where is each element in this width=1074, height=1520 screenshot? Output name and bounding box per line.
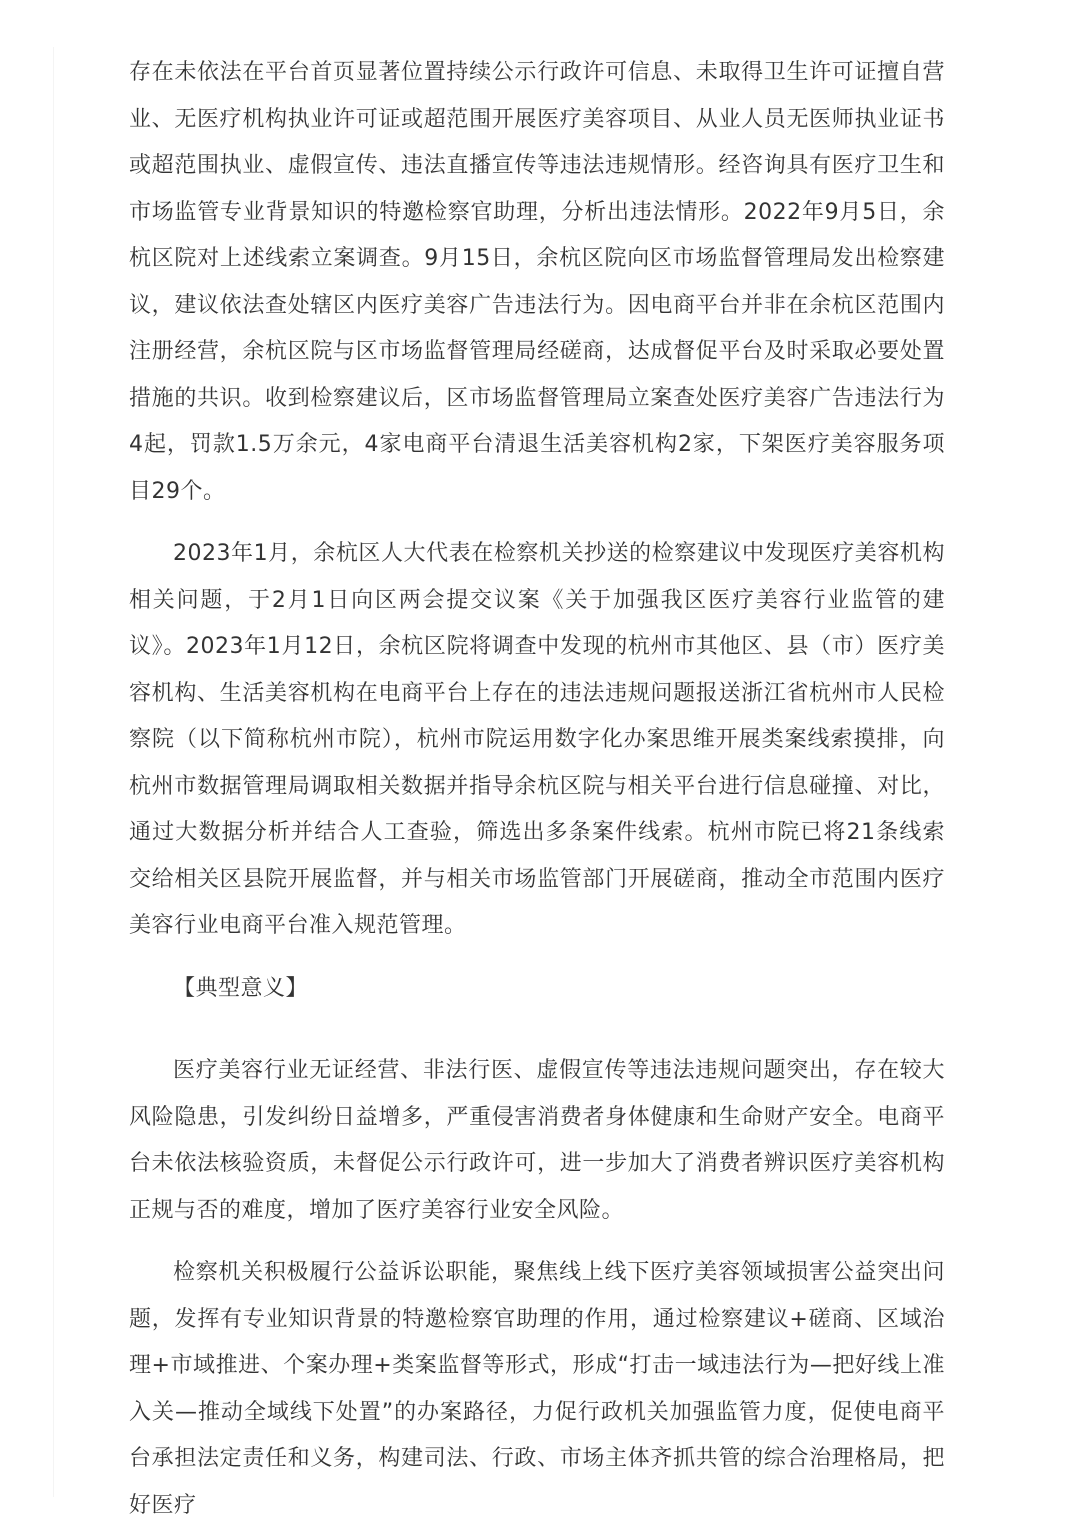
- content-left-border: [53, 47, 54, 1497]
- article-paragraph: 检察机关积极履行公益诉讼职能，聚焦线上线下医疗美容领域损害公益突出问题，发挥有专业知识背景的特邀检察官助理的作用，通过检察建议+磋商、区域治理+市域推进、个案办理+类案监督等形式，形成“打击一域违法行为—把好线上准入关—推动全域线下处置”的办案路径，力促行政机关加强监管力度，促使电商平台承担法定责任和义务，构建司法、行政、市场主体齐抓共管的综合治理格局，把好医疗: [129, 1260, 945, 1518]
- article-paragraph: 2023年1月，余杭区人大代表在检察机关抄送的检察建议中发现医疗美容机构相关问题，于2月1日向区两会提交议案《关于加强我区医疗美容行业监管的建议》。2023年1月12日，余杭区院将调查中发现的杭州市其他区、县（市）医疗美容机构、生活美容机构在电商平台上存在的违法违规问题报送浙江省杭州市人民检察院（以下简称杭州市院），杭州市院运用数字化办案思维开展类案线索摸排，向杭州市数据管理局调取相关数据并指导余杭区院与相关平台进行信息碰撞、对比，通过大数据分析并结合人工查验，筛选出多条案件线索。杭州市院已将21条线索交给相关区县院开展监督，并与相关市场监管部门开展磋商，推动全市范围内医疗美容行业电商平台准入规范管理。: [129, 541, 945, 938]
- article-paragraph: 医疗美容行业无证经营、非法行医、虚假宣传等违法违规问题突出，存在较大风险隐患，引发纠纷日益增多，严重侵害消费者身体健康和生命财产安全。电商平台未依法核验资质，未督促公示行政许可，进一步加大了消费者辨识医疗美容机构正规与否的难度，增加了医疗美容行业安全风险。: [129, 1058, 945, 1223]
- article-paragraph: 存在未依法在平台首页显著位置持续公示行政许可信息、未取得卫生许可证擅自营业、无医疗机构执业许可证或超范围开展医疗美容项目、从业人员无医师执业证书或超范围执业、虚假宣传、违法直播宣传等违法违规情形。经咨询具有医疗卫生和市场监管专业背景知识的特邀检察官助理，分析出违法情形。2022年9月5日，余杭区院对上述线索立案调查。9月15日，余杭区院向区市场监督管理局发出检察建议，建议依法查处辖区内医疗美容广告违法行为。因电商平台并非在余杭区范围内注册经营，余杭区院与区市场监督管理局经磋商，达成督促平台及时采取必要处置措施的共识。收到检察建议后，区市场监督管理局立案查处医疗美容广告违法行为4起，罚款1.5万余元，4家电商平台清退生活美容机构2家，下架医疗美容服务项目29个。: [129, 60, 945, 504]
- section-heading: 【典型意义】: [173, 975, 309, 1001]
- article-body: [129, 50, 945, 1520]
